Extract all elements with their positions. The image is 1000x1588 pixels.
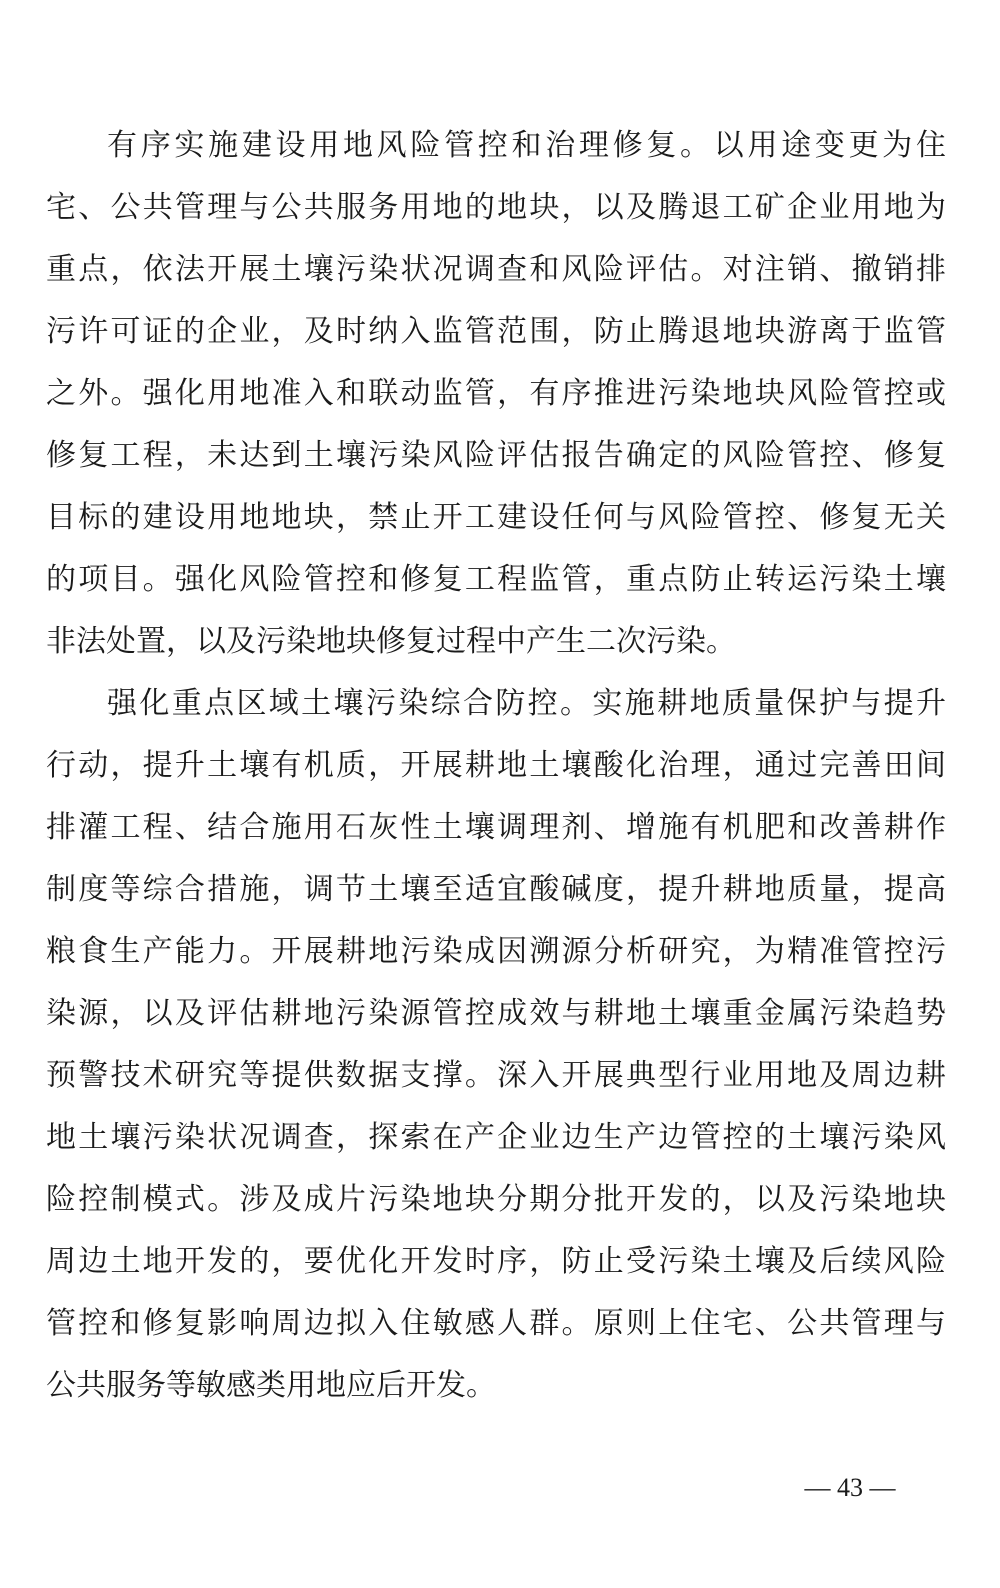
text-line: 险控制模式。涉及成片污染地块分期分批开发的，以及污染地块	[46, 1182, 946, 1217]
text-line: 强化重点区域土壤污染综合防控。实施耕地质量保护与提升	[107, 686, 946, 721]
text-line: 制度等综合措施，调节土壤至适宜酸碱度，提升耕地质量，提高	[46, 872, 946, 907]
text-line: 粮食生产能力。开展耕地污染成因溯源分析研究，为精准管控污	[46, 934, 946, 969]
text-line: 公共服务等敏感类用地应后开发。	[46, 1368, 496, 1403]
text-line: 非法处置，以及污染地块修复过程中产生二次污染。	[46, 624, 736, 659]
page-number: — 43 —	[804, 1473, 896, 1502]
text-line: 管控和修复影响周边拟入住敏感人群。原则上住宅、公共管理与	[46, 1306, 946, 1341]
text-line: 重点，依法开展土壤污染状况调查和风险评估。对注销、撤销排	[46, 252, 946, 287]
text-line: 地土壤污染状况调查，探索在产企业边生产边管控的土壤污染风	[46, 1120, 946, 1155]
text-line: 预警技术研究等提供数据支撑。深入开展典型行业用地及周边耕	[46, 1058, 946, 1093]
text-line: 的项目。强化风险管控和修复工程监管，重点防止转运污染土壤	[46, 562, 946, 597]
text-line: 目标的建设用地地块，禁止开工建设任何与风险管控、修复无关	[46, 500, 946, 535]
text-line: 染源，以及评估耕地污染源管控成效与耕地土壤重金属污染趋势	[46, 996, 946, 1031]
text-line: 之外。强化用地准入和联动监管，有序推进污染地块风险管控或	[46, 376, 946, 411]
text-line: 宅、公共管理与公共服务用地的地块，以及腾退工矿企业用地为	[46, 190, 946, 225]
text-line: 有序实施建设用地风险管控和治理修复。以用途变更为住	[107, 128, 946, 163]
text-line: 污许可证的企业，及时纳入监管范围，防止腾退地块游离于监管	[46, 314, 946, 349]
text-line: 行动，提升土壤有机质，开展耕地土壤酸化治理，通过完善田间	[46, 748, 946, 783]
text-line: 排灌工程、结合施用石灰性土壤调理剂、增施有机肥和改善耕作	[46, 810, 946, 845]
text-line: 周边土地开发的，要优化开发时序，防止受污染土壤及后续风险	[46, 1244, 946, 1279]
text-line: 修复工程，未达到土壤污染风险评估报告确定的风险管控、修复	[46, 438, 946, 473]
